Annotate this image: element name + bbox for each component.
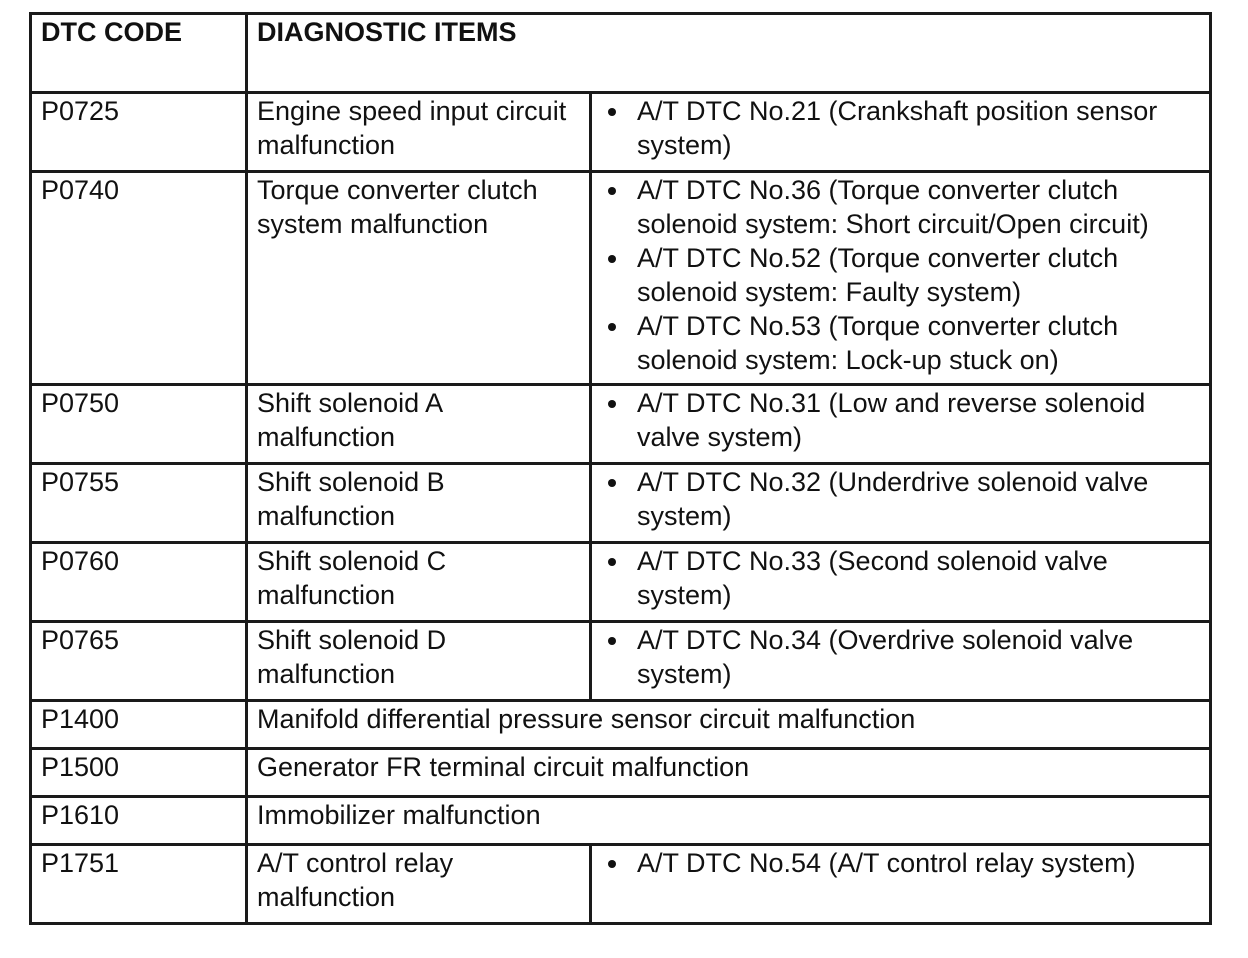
detail-item: A/T DTC No.54 (A/T control relay system) (606, 846, 1203, 880)
table-row (31, 543, 1211, 622)
dtc-code: P1400 (31, 701, 247, 749)
diagnostic-item: Engine speed input circuit malfunction (247, 93, 591, 172)
header-dtc-code: DTC CODE (31, 14, 247, 93)
detail-item: A/T DTC No.52 (Torque converter clutch solenoid system: Faulty system) (606, 241, 1203, 309)
detail-item: A/T DTC No.33 (Second solenoid valve system) (606, 544, 1203, 612)
detail-item: A/T DTC No.31 (Low and reverse solenoid valve system) (606, 386, 1203, 454)
table-row (31, 845, 1211, 924)
diagnostic-item: Torque converter clutch system malfunction (247, 172, 591, 385)
detail-cell (591, 543, 1211, 622)
table-row (31, 797, 1211, 845)
dtc-code: P1751 (31, 845, 247, 924)
dtc-code: P1610 (31, 797, 247, 845)
detail-list (606, 465, 1203, 533)
diagnostic-item: A/T control relay malfunction (247, 845, 591, 924)
detail-cell (591, 622, 1211, 701)
table-row (31, 749, 1211, 797)
detail-item: A/T DTC No.34 (Overdrive solenoid valve system) (606, 623, 1203, 691)
detail-item: A/T DTC No.53 (Torque converter clutch solenoid system: Lock-up stuck on) (606, 309, 1203, 377)
detail-list (606, 623, 1203, 691)
detail-list (606, 386, 1203, 454)
diagnostic-item: Generator FR terminal circuit malfunction (247, 749, 1211, 797)
table-row (31, 464, 1211, 543)
table-row (31, 385, 1211, 464)
detail-cell (591, 845, 1211, 924)
detail-item: A/T DTC No.36 (Torque converter clutch solenoid system: Short circuit/Open circuit) (606, 173, 1203, 241)
table-row (31, 172, 1211, 385)
detail-list (606, 544, 1203, 612)
diagnostic-item: Immobilizer malfunction (247, 797, 1211, 845)
detail-cell (591, 385, 1211, 464)
dtc-code: P0755 (31, 464, 247, 543)
diagnostic-item: Shift solenoid C malfunction (247, 543, 591, 622)
detail-cell (591, 172, 1211, 385)
dtc-code: P0750 (31, 385, 247, 464)
dtc-code: P0760 (31, 543, 247, 622)
diagnostic-item: Shift solenoid D malfunction (247, 622, 591, 701)
table-row (31, 93, 1211, 172)
detail-cell (591, 93, 1211, 172)
header-diagnostic-items: DIAGNOSTIC ITEMS (247, 14, 1211, 93)
dtc-code: P0725 (31, 93, 247, 172)
table-row (31, 701, 1211, 749)
detail-list (606, 94, 1203, 162)
detail-cell (591, 464, 1211, 543)
dtc-code: P0740 (31, 172, 247, 385)
diagnostic-item: Shift solenoid B malfunction (247, 464, 591, 543)
detail-list (606, 173, 1203, 377)
detail-item: A/T DTC No.21 (Crankshaft position sensor system) (606, 94, 1203, 162)
diagnostic-item: Manifold differential pressure sensor circuit malfunction (247, 701, 1211, 749)
detail-item: A/T DTC No.32 (Underdrive solenoid valve system) (606, 465, 1203, 533)
table-header-row (31, 14, 1211, 93)
dtc-table (29, 12, 1212, 925)
dtc-code: P0765 (31, 622, 247, 701)
dtc-code: P1500 (31, 749, 247, 797)
diagnostic-item: Shift solenoid A malfunction (247, 385, 591, 464)
detail-list (606, 846, 1203, 880)
table-row (31, 622, 1211, 701)
